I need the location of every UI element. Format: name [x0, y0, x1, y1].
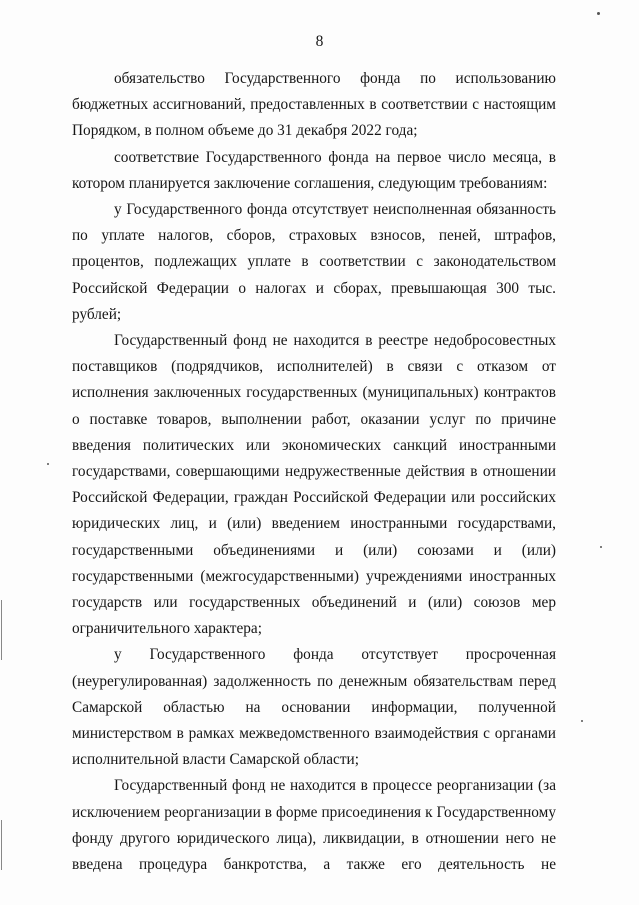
scan-speck: [47, 463, 49, 465]
paragraph-not-in-registry: Государственный фонд не находится в реестре недобросовестных поставщиков (подрядчиков, исполнителей) в связи с отказом от исполнения заключенных государственных (муниципальных) контрактов о поставке товаров, выполнении работ, оказании услуг по причине введения политических или экономических санкций иностранными государствами, совершающими недружественные действия в отношении Российской Федерации, граждан Российской Федерации или российских юридических лиц, и (или) введением иностранными государствами, государственными объединениями и (или) союзами и (или) государственными (межгосударственными) учреждениями иностранных государств или государственных объединений и (или) союзов мер ограничительного характера;: [72, 332, 556, 638]
scan-speck: [600, 546, 602, 548]
scan-edge-mark: [1, 820, 2, 870]
scan-edge-mark: [1, 600, 2, 660]
paragraph-compliance-requirements: соответствие Государственного фонда на первое число месяца, в котором планируется заключение соглашения, следующим требованиям:: [72, 148, 556, 192]
paragraph-no-tax-debt: у Государственного фонда отсутствует неисполненная обязанность по уплате налогов, сборов, страховых взносов, пеней, штрафов, процентов, подлежащих уплате в соответствии с законодательством Российской Федерации о налогах и сборах, превышающая 300 тыс. рублей;: [72, 201, 556, 323]
paragraph-not-reorganizing: Государственный фонд не находится в процессе реорганизации (за исключением реорганизации в форме присоединения к Государственному фонду другого юридического лица), ликвидации, в отношении него не введена процедура банкротства, а также его деятельность не: [72, 777, 556, 874]
page-number: 8: [315, 33, 324, 50]
scan-speck: [597, 12, 600, 15]
paragraph-no-overdue-debt: у Государственного фонда отсутствует просроченная (неурегулированная) задолженность по денежным обязательствам перед Самарской областью на основании информации, полученной министерством в рамках межведомственного взаимодействия с органами исполнительной власти Самарской области;: [72, 646, 556, 769]
paragraph-obligation: обязательство Государственного фонда по использованию бюджетных ассигнований, предоставленных в соответствии с настоящим Порядком, в полном объеме до 31 декабря 2022 года;: [72, 70, 556, 140]
document-body: [72, 66, 556, 878]
scan-speck: [581, 720, 583, 722]
